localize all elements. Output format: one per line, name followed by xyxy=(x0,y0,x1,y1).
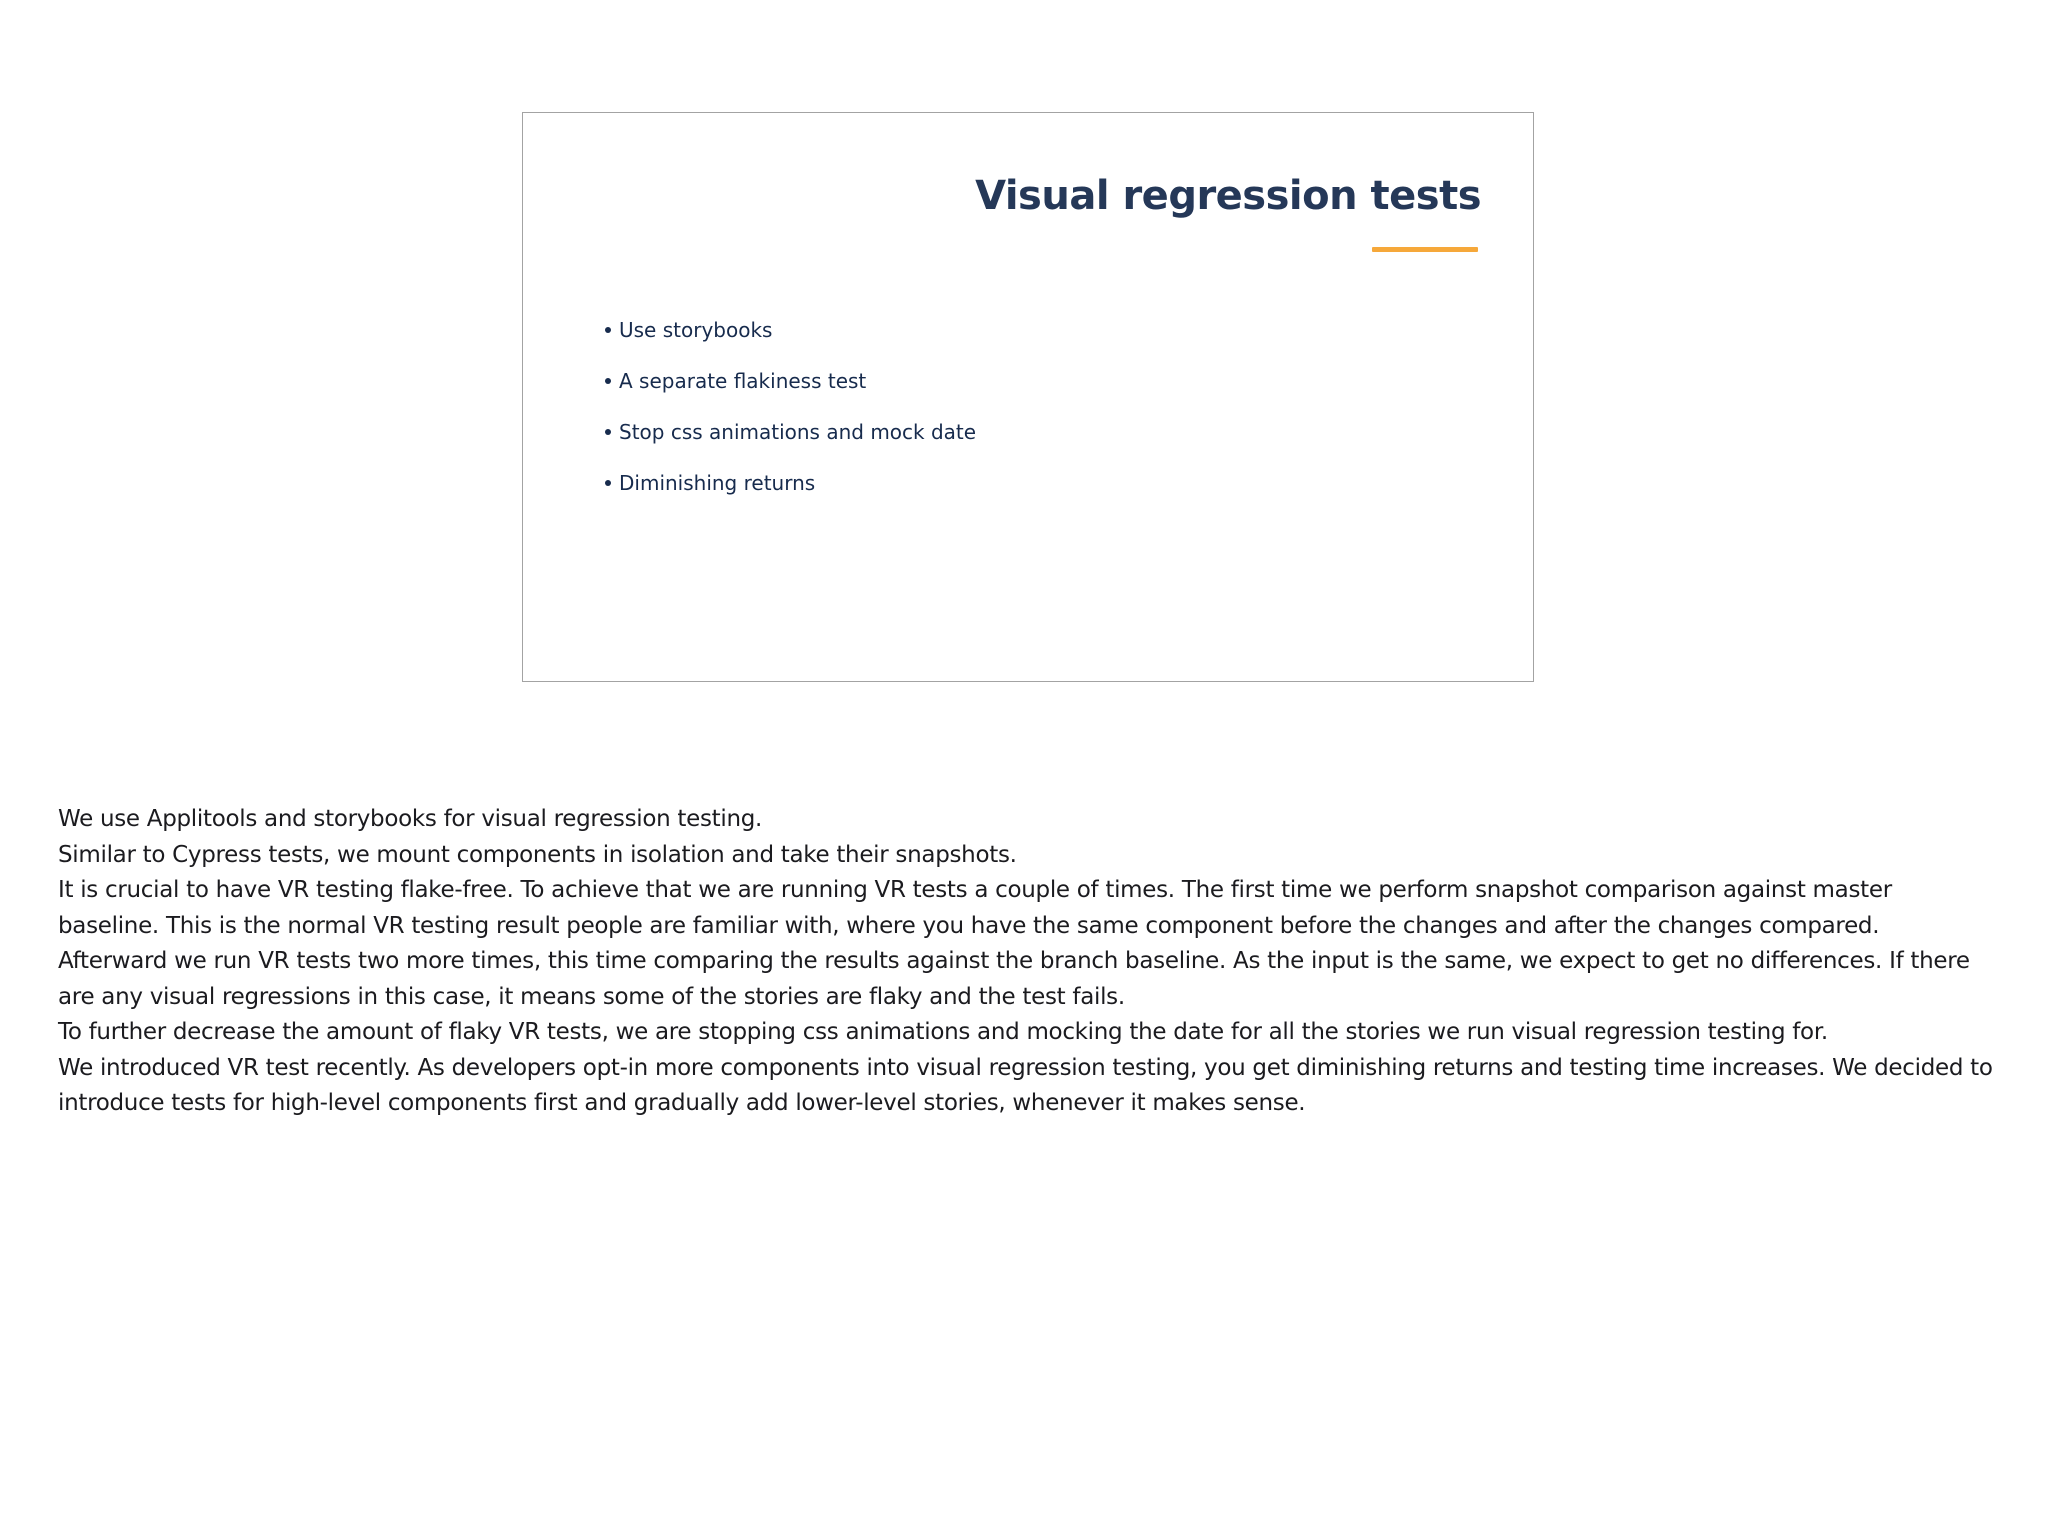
bullet-list xyxy=(605,304,976,508)
bullet-text: A separate flakiness test xyxy=(619,368,867,393)
notes-paragraph: To further decrease the amount of flaky VR tests, we are stopping css animations and mocking the date for all the stories we run visual regression testing for. xyxy=(58,1019,1828,1045)
slide-frame xyxy=(522,112,1534,682)
bullet-item xyxy=(605,457,976,508)
notes-paragraph: It is crucial to have VR testing flake-free. To achieve that we are running VR tests a couple of times. The first time we perform snapshot comparison against master baseline. This is the normal VR testing result people are familiar with, where you have the same component before the changes and after the changes compared. xyxy=(58,877,1892,939)
notes-paragraph: Similar to Cypress tests, we mount components in isolation and take their snapshots. xyxy=(58,841,1017,868)
speaker-notes xyxy=(58,802,1998,1122)
notes-paragraph: Afterward we run VR tests two more times, this time comparing the results against the branch baseline. As the input is the same, we expect to get no differences. If there are any visual regressions in this case, it means some of the stories are flaky and the test fails. xyxy=(58,948,1970,1010)
bullet-item xyxy=(605,355,976,406)
bullet-text: Use storybooks xyxy=(619,317,773,342)
bullet-dot-icon xyxy=(605,480,611,486)
bullet-item xyxy=(605,406,976,457)
bullet-dot-icon xyxy=(605,378,611,384)
title-underline xyxy=(1372,247,1478,252)
bullet-item xyxy=(605,304,976,355)
bullet-text: Stop css animations and mock date xyxy=(619,419,977,444)
bullet-text: Diminishing returns xyxy=(619,470,816,495)
notes-paragraph: We introduced VR test recently. As developers opt-in more components into visual regression testing, you get diminishing returns and testing time increases. We decided to introduce tests for high-level components first and gradually add lower-level stories, whenever it makes sense. xyxy=(58,1054,1993,1116)
slide-title: Visual regression tests xyxy=(975,173,1481,219)
bullet-dot-icon xyxy=(605,429,611,435)
notes-paragraph: We use Applitools and storybooks for visual regression testing. xyxy=(58,806,763,832)
bullet-dot-icon xyxy=(605,327,611,333)
